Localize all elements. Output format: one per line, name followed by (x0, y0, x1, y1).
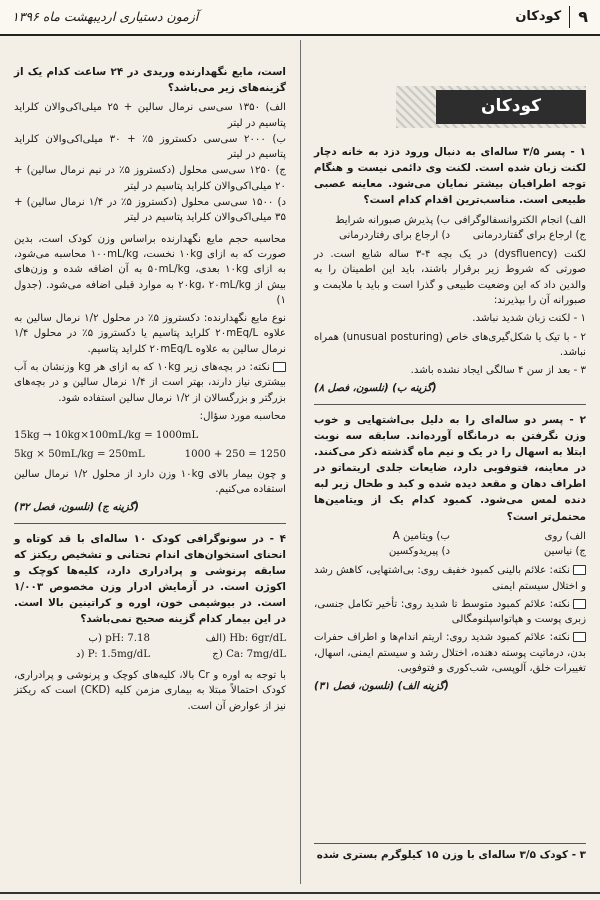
note-icon (273, 362, 286, 372)
question-3-start-text: ۳ - کودک ۳/۵ ساله‌ای با وزن ۱۵ کیلوگرم بستری شده (316, 849, 586, 861)
option-c: ج) ارجاع برای گفتاردرمانی (472, 229, 586, 241)
divider (314, 404, 586, 405)
note-text: نکته: علائم کمبود متوسط تا شدید روی: تأخیر تکامل جنسی، زبری پوست و هپاتواسپلنومگالی (314, 598, 586, 626)
question-3-stem: است، مایع نگهدارنده وریدی در ۲۴ ساعت کدام یک از گزینه‌های زیر می‌باشد؟ (14, 66, 286, 95)
divider (14, 523, 286, 524)
option-b: ب) ویتامین A (392, 530, 450, 542)
header-divider (569, 6, 570, 28)
option-c: ج) Ca: 7mg/dL (212, 648, 286, 660)
divider (314, 843, 586, 844)
equation-2 (14, 447, 286, 462)
note-text: نکته: علائم بالینی کمبود خفیف روی: بی‌اشتهایی، کاهش رشد و اختلال سیستم ایمنی (314, 565, 586, 592)
option-a: الف) ۱۳۵۰ سی‌سی نرمال سالین + ۲۵ میلی‌اکی‌والان کلراید پتاسیم در لیتر (14, 102, 286, 129)
note-icon (573, 632, 586, 642)
option-d: د) ارجاع برای رفتاردرمانی (339, 229, 450, 241)
equation-2b: 1000 + 250 = 1250 (184, 449, 286, 461)
option-c: ج) نیاسین (543, 545, 586, 557)
equation-2a: 5kg × 50mL/kg = 250mL (14, 449, 145, 461)
q3-note (14, 360, 286, 406)
question-4-options (14, 631, 286, 662)
q4-explanation: با توجه به اوره و Cr بالا، کلیه‌های کوچک و پرنوشی و پرادراری، کودک احتمالاً مبتلا به بیماری مزمن کلیه (CKD) است که ریکتز نیز از عوارض آن است. (14, 670, 286, 712)
q2-answer: (گزینه الف) (نلسون، فصل ۳۱) (314, 681, 449, 693)
question-2-stem: ۲ - پسر دو ساله‌ای را به دلیل بی‌اشتهایی و خوب وزن نگرفتن به درمانگاه آورده‌اند. سابقه سه نوبت ابتلا به اسهال را در یک و نیم ماه گذشته ذکر می‌کنند. در معاینه، فتوفوبی دارد، ضایعات جلدی اریتماتو در اطراف دهان و مقعد دیده شده و کبد و طحال زیر لبه دنده لمس می‌شود. کمبود کدام یک از ویتامین‌ها محتمل‌تر است؟ (314, 413, 586, 523)
option-b: ب) pH: 7.18 (88, 633, 150, 645)
question-3-start (314, 843, 586, 864)
q3-explanation-3: و چون بیمار بالای ۱۰kg وزن دارد از محلول ۱/۲ نرمال سالین استفاده می‌کنیم. (14, 468, 286, 496)
option-b: ب) پذیرش صبورانه شرایط (335, 214, 450, 226)
option-c: ج) ۱۲۵۰ سی‌سی محلول (دکستروز ۵٪ در نیم نرمال سالین) + ۲۰ میلی‌اکی‌والان کلراید پتاسیم در لیتر (14, 165, 287, 192)
note-icon (573, 599, 586, 609)
q1-list-item: ۱ - لکنت زبان شدید نباشد. (472, 313, 586, 325)
option-a: الف) انجام الکتروانسفالوگرافی (454, 214, 586, 226)
exam-title: آزمون دستیاری اردیبهشت ماه ۱۳۹۶ (12, 8, 199, 24)
right-column (314, 52, 586, 695)
q1-answer: (گزینه ب) (نلسون، فصل ۸) (314, 383, 437, 395)
q1-explanation: لکنت (dysfluency) در یک بچه ۴-۳ ساله شایع است. در صورتی که شروط زیر برقرار باشند، باید این اطمینان را به والدین داد که این وضعیت طبیعی و گذرا است و باید با ملایمت و صبورانه آن را بپذیرند: (314, 249, 586, 306)
page-header (0, 0, 600, 36)
note-3 (314, 630, 586, 676)
option-b: ب) ۲۰۰۰ سی‌سی دکستروز ۵٪ + ۳۰ میلی‌اکی‌والان کلراید پتاسیم در لیتر (14, 133, 286, 161)
question-2-options (314, 529, 586, 560)
note-icon (573, 565, 586, 575)
question-1-options (314, 213, 586, 244)
note-2 (314, 597, 586, 628)
option-d: د) پیریدوکسین (388, 545, 450, 557)
option-d: د) P: 1.5mg/dL (75, 648, 150, 660)
left-column (14, 64, 286, 717)
q3-explanation-2: نوع مایع نگهدارنده: دکستروز ۵٪ در محلول ۱/۲ نرمال سالین به علاوه ۲۰mEq/L کلراید پتاسیم یا دکستروز ۵٪ در محلول ۱/۴ نرمال سالین به علاوه ۲۰mEq/L کلراید پتاسیم. (14, 313, 287, 355)
q3-explanation-1: محاسبه حجم مایع نگهدارنده براساس وزن کودک است، بدین صورت که به ازای ۱۰kg نخست، ۱۰۰mL/kg محاسبه می‌شود، به ازای ۱۰kg بعدی، ۵۰mL/kg به آن اضافه شده و وزن‌های بیش از ۲۰kg، ۲۰mL/kg به موارد قبلی اضافه می‌شود. (جدول ۱) (14, 233, 287, 306)
option-a: الف) روی (544, 530, 586, 542)
equation-1: 15kg → 10kg×100mL/kg = 1000mL (14, 430, 199, 442)
calc-label: محاسبه مورد سؤال: (199, 410, 286, 422)
footer-rule (0, 892, 600, 894)
q1-list-item: ۲ - با تیک یا شکل‌گیری‌های خاص (unusual posturing) همراه نباشد. (314, 331, 586, 358)
note-text: نکته: علائم کمبود شدید روی: اریتم اندام‌ها و اطراف حفرات بدن، درماتیت پوسته دهنده، اختلال رشد و سیستم ایمنی، اسهال، تغییرات خلق، آلوپسی، شب‌کوری و فتوفوبی. (314, 632, 586, 675)
question-4-stem: ۴ - در سونوگرافی کودک ۱۰ ساله‌ای با قد کوتاه و انحنای استخوان‌های اندام تحتانی و تشخیص ریکتز که سابقه پرنوشی و پرادراری دارد، کلیه‌ها کوچک و اکوژن است. در آزمایش ادرار وزن مخصوص ۱/۰۰۳ است. در بیوشیمی خون، اوره و کراتینین بالا است. در این بیمار کدام گزینه صحیح نمی‌باشد؟ (14, 532, 286, 626)
option-a: الف) Hb: 6gr/dL (205, 633, 286, 645)
option-d: د) ۱۵۰۰ سی‌سی محلول (دکستروز ۵٪ در ۱/۴ نرمال سالین) + ۳۵ میلی‌اکی‌والان کلراید پتاسیم در لیتر (14, 197, 287, 224)
question-1-stem: ۱ - پسر ۳/۵ ساله‌ای به دنبال ورود دزد به خانه دچار لکنت زبان شده است. لکنت وی دائمی نیست و هنگام توجه اطرافیان بیشتر نمایان می‌شود. معاینه عصبی طبیعی است. مناسب‌ترین اقدام کدام است؟ (314, 146, 586, 207)
q3-answer: (گزینه ج) (نلسون، فصل ۳۲) (14, 502, 139, 514)
section-title: کودکان (515, 9, 562, 25)
note-text: نکته: در بچه‌های زیر ۱۰kg که به ازای هر kg وزنشان به آب بیشتری نیاز دارند، بهتر است از ۱/۴ نرمال سالین و در بچه‌های بزرگتر و بزرگسالان از ۱/۲ نرمال سالین استفاده شود. (14, 362, 286, 404)
q1-list-item: ۳ - بعد از سن ۴ سالگی ایجاد نشده باشد. (410, 365, 586, 377)
note-1 (314, 563, 586, 594)
chapter-title: کودکان (436, 90, 586, 124)
column-divider (300, 40, 301, 884)
page-number: ۹ (578, 7, 588, 26)
chapter-banner (314, 86, 586, 128)
header-left (515, 5, 588, 29)
